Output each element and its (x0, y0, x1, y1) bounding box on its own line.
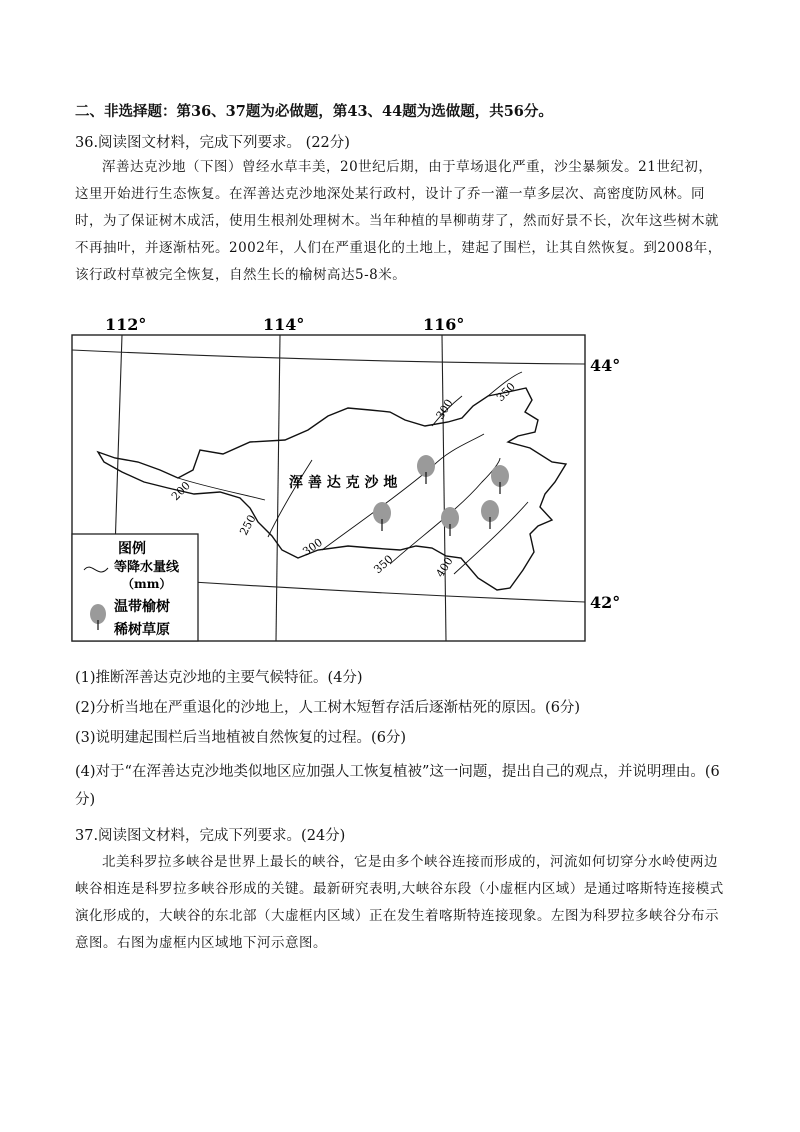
isoline-250 (268, 460, 312, 537)
q37-title: 37.阅读图文材料，完成下列要求。(24分) (75, 828, 346, 844)
elm-tree-icon (373, 502, 391, 531)
isoline-label-350-south: 350 (371, 552, 396, 577)
q36-question-2: (2)分析当地在严重退化的沙地上，人工树木短暂存活后逐渐枯死的原因。(6分) (75, 700, 581, 716)
lon-label-112: 112° (105, 315, 147, 334)
q36-title: 36.阅读图文材料，完成下列要求。 (22分) (75, 135, 350, 151)
map-figure (60, 312, 620, 648)
elm-tree-icon (481, 500, 499, 529)
lon-label-116: 116° (423, 315, 465, 334)
elm-tree-icon (491, 465, 509, 494)
q37-paragraph: 北美科罗拉多峡谷是世界上最长的峡谷，它是由多个峡谷连接而形成的，河流如何切穿分水岭使两边峡谷相连是科罗拉多峡谷形成的关键。最新研究表明,大峡谷东段（小虚框内区域）是通过喀斯特连接模式演化形成的，大峡谷的东北部（大虚框内区域）正在发生着喀斯特连接现象。左图为科罗拉多峡谷分布示意图。右图为虚框内区域地下河示意图。 (75, 854, 724, 951)
isoline-label-300-north: 300 (433, 396, 456, 422)
isoline-label-400: 400 (433, 554, 456, 580)
isoline-label-350-north: 350 (493, 380, 518, 405)
isoline-label-300-south: 300 (300, 535, 325, 559)
isoline-label-200: 200 (168, 479, 193, 504)
lon-116-line (442, 335, 446, 641)
map-legend (72, 534, 198, 641)
elm-tree-icon (417, 455, 435, 484)
legend-isoline-label: 等降水量线 (114, 560, 180, 575)
lon-114-line (276, 335, 280, 641)
elm-tree-icon (441, 507, 459, 536)
lat-label-44: 44° (590, 356, 620, 375)
q36-question-4: (4)对于“在浑善达克沙地类似地区应加强人工恢复植被”这一问题，提出自己的观点，并说明理由。(6分) (75, 764, 720, 808)
q36-question-3: (3)说明建起围栏后当地植被自然恢复的过程。(6分) (75, 730, 407, 746)
lat-label-42: 42° (590, 593, 620, 612)
section-heading: 二、非选择题：第36、37题为必做题，第43、44题为选做题，共56分。 (75, 103, 553, 120)
q36-question-1: (1)推断浑善达克沙地的主要气候特征。(4分) (75, 670, 363, 686)
legend-tree-label-2: 稀树草原 (114, 622, 170, 638)
legend-tree-label-1: 温带榆树 (114, 599, 170, 615)
q36-paragraph: 浑善达克沙地（下图）曾经水草丰美，20世纪后期，由于草场退化严重，沙尘暴频发。21世纪初，这里开始进行生态恢复。在浑善达克沙地深处某行政村，设计了乔一灌一草多层次、高密度防风林。同时，为了保证树木成活，使用生根剂处理树木。当年种植的旱柳萌芽了，然而好景不长，次年这些树木就不再抽叶，并逐渐枯死。2002年，人们在严重退化的土地上，建起了围栏，让其自然恢复。到2008年，该行政村草被完全恢复，自然生长的榆树高达5-8米。 (75, 159, 722, 283)
lat-44-line (72, 350, 585, 364)
legend-isoline-unit: （mm） (122, 577, 172, 591)
legend-title: 图例 (118, 541, 146, 557)
isoline-300-south (322, 434, 484, 550)
region-label: 浑 善 达 克 沙 地 (289, 475, 398, 491)
lon-label-114: 114° (263, 315, 305, 334)
isoline-label-250: 250 (237, 512, 259, 538)
